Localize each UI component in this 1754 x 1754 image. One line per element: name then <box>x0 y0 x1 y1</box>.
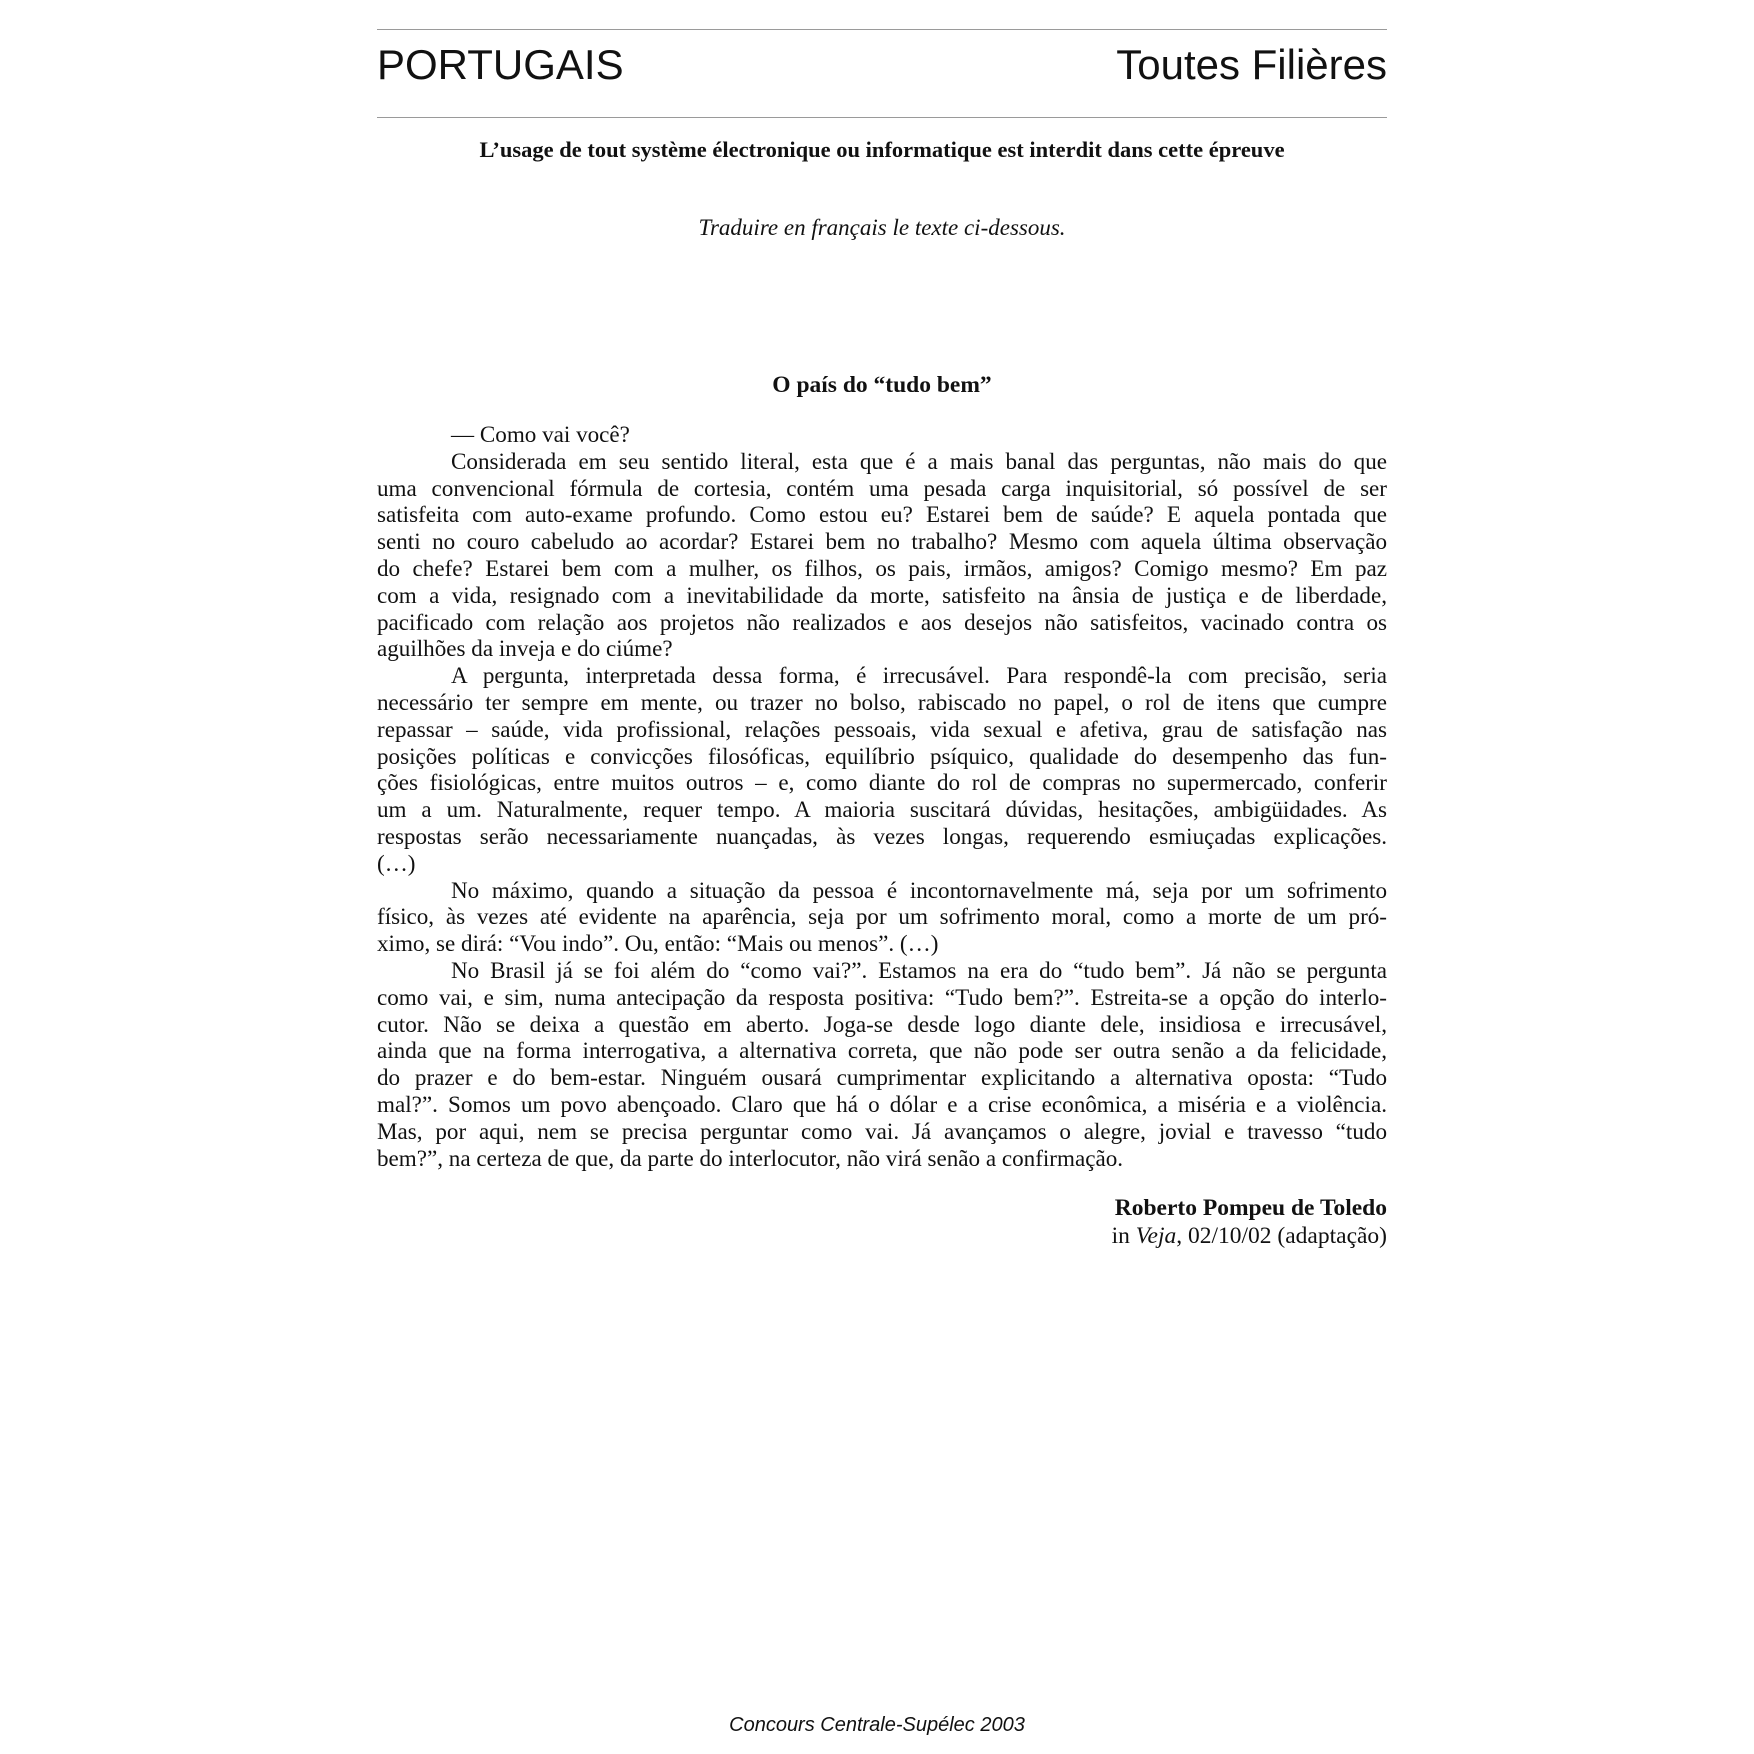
article-line: satisfeita com auto-exame profundo. Como estou eu? Estarei bem de saúde? E aquela pontada que <box>377 501 1387 528</box>
article-line: um a um. Naturalmente, requer tempo. A maioria suscitará dúvidas, hesitações, ambigüidades. As <box>377 796 1387 823</box>
source-prefix: in <box>1111 1223 1136 1249</box>
header-rule <box>377 117 1387 118</box>
author-name: Roberto Pompeu de Toledo <box>1114 1195 1387 1221</box>
article-line: mal?”. Somos um povo abençoado. Claro que há o dólar e a crise econômica, a miséria e a violência. <box>377 1090 1387 1117</box>
article-line: Considerada em seu sentido literal, esta que é a mais banal das perguntas, não mais do que <box>451 447 1387 474</box>
article-title: O país do “tudo bem” <box>772 372 992 398</box>
article-line: — Como vai você? <box>451 421 630 447</box>
top-rule <box>377 29 1387 30</box>
electronics-notice: L’usage de tout système électronique ou informatique est interdit dans cette épreuve <box>479 137 1285 162</box>
article-body <box>377 421 1387 1171</box>
article-line: (…) <box>377 849 416 876</box>
instruction-text: Traduire en français le texte ci-dessous. <box>698 215 1066 240</box>
article-line: uma convencional fórmula de cortesia, contém uma pesada carga inquisitorial, só possível de ser <box>377 474 1387 501</box>
article-line: bem?”, na certeza de que, da parte do interlocutor, não virá senão a confirmação. <box>377 1144 1124 1171</box>
source-suffix: , 02/10/02 (adaptação) <box>1176 1223 1387 1249</box>
article-line: aguilhões da inveja e do ciúme? <box>377 635 673 662</box>
article-line: pacificado com relação aos projetos não realizados e aos desejos não satisfeitos, vacinado contra os <box>377 608 1387 635</box>
article-line: com a vida, resignado com a inevitabilidade da morte, satisfeito na ânsia de justiça e de liberdade, <box>377 581 1387 608</box>
article-line: Mas, por aqui, nem se precisa perguntar como vai. Já avançamos o alegre, jovial e travesso “tudo <box>377 1117 1387 1144</box>
article-line: posições políticas e convicções filosóficas, equilíbrio psíquico, qualidade do desempenho das fun- <box>377 742 1387 769</box>
signature <box>1112 1194 1387 1250</box>
article-line: No Brasil já se foi além do “como vai?”. Estamos na era do “tudo bem”. Já não se pergunta <box>451 956 1387 983</box>
article-line: No máximo, quando a situação da pessoa é incontornavelmente má, seja por um sofrimento <box>451 876 1387 903</box>
article-line: como vai, e sim, numa antecipação da resposta positiva: “Tudo bem?”. Estreita-se a opção do interlo- <box>377 983 1387 1010</box>
source-publication: Veja <box>1135 1223 1177 1249</box>
article-line: cutor. Não se deixa a questão em aberto. Joga-se desde logo diante dele, insidiosa e irrecusável, <box>377 1010 1387 1037</box>
article-line: físico, às vezes até evidente na aparência, seja por um sofrimento moral, como a morte de um pró- <box>377 903 1387 930</box>
track-heading: Toutes Filières <box>1116 41 1387 88</box>
footer-text: Concours Centrale-Supélec 2003 <box>729 1714 1025 1736</box>
subject-heading: PORTUGAIS <box>377 41 624 88</box>
article-line: necessário ter sempre em mente, ou trazer no bolso, rabiscado no papel, o rol de itens que cumpre <box>377 688 1387 715</box>
article-line: A pergunta, interpretada dessa forma, é irrecusável. Para respondê-la com precisão, seria <box>451 662 1387 689</box>
article-line: ximo, se dirá: “Vou indo”. Ou, então: “Mais ou menos”. (…) <box>377 930 939 957</box>
article-line: respostas serão necessariamente nuançadas, às vezes longas, requerendo esmiuçadas explicações. <box>377 822 1387 849</box>
article-line: do chefe? Estarei bem com a mulher, os filhos, os pais, irmãos, amigos? Comigo mesmo? Em paz <box>377 554 1387 581</box>
article-line: ainda que na forma interrogativa, a alternativa correta, que não pode ser outra senão a da felicidade, <box>377 1037 1387 1064</box>
article-line: senti no couro cabeludo ao acordar? Estarei bem no trabalho? Mesmo com aquela última observação <box>377 528 1387 555</box>
article-line: do prazer e do bem-estar. Ninguém ousará cumprimentar explicitando a alternativa oposta: “Tudo <box>377 1064 1387 1091</box>
source-citation <box>1112 1222 1387 1250</box>
article-line: ções fisiológicas, entre muitos outros – e, como diante do rol de compras no supermercado, conferir <box>377 769 1387 796</box>
article-line: repassar – saúde, vida profissional, relações pessoais, vida sexual e afetiva, grau de satisfação nas <box>377 715 1387 742</box>
